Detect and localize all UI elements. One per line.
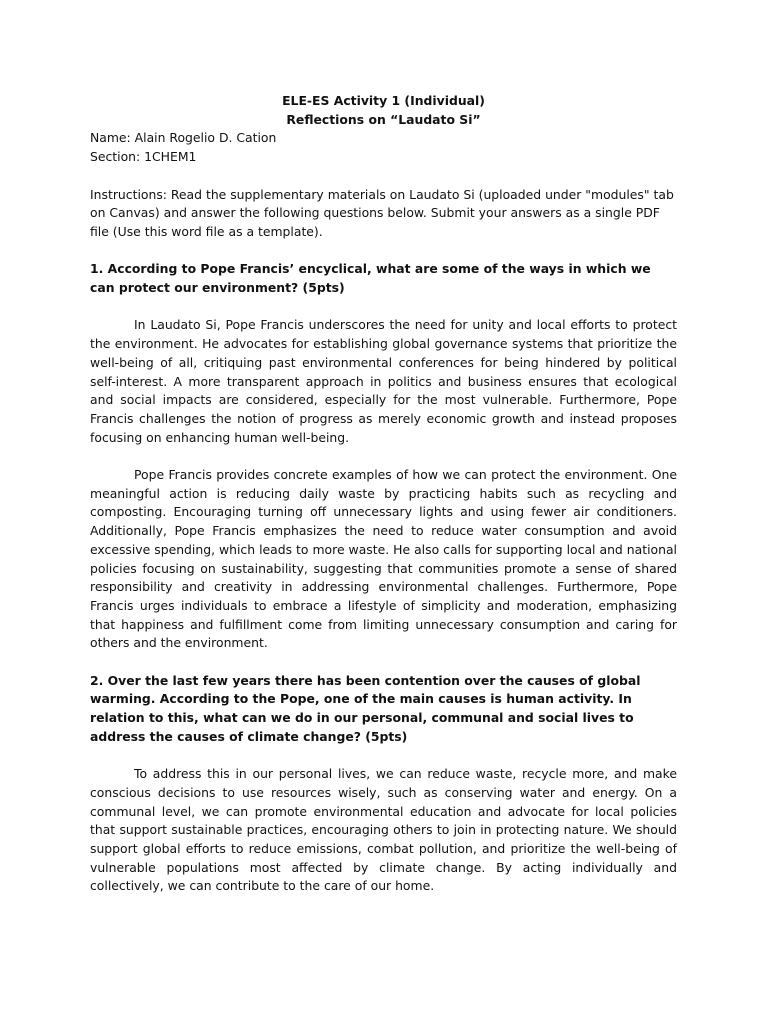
- spacer: [90, 447, 677, 466]
- student-name: Name: Alain Rogelio D. Cation: [90, 130, 277, 146]
- answer-1-paragraph-1: In Laudato Si, Pope Francis underscores the need for unity and local efforts to protect the environment. He advocates for establishing global governance systems that prioritize the well-being of all, critiquing past environmental conferences for being hindered by political self-interest. A more transparent approach in politics and business ensures that ecological and social impacts are considered, especially for the most vulnerable. Furthermore, Pope Francis challenges the notion of progress as merely economic growth and instead proposes focusing on enhancing human well-being.: [90, 317, 677, 445]
- instructions-paragraph: Instructions: Read the supplementary materials on Laudato Si (uploaded under "modules" tab on Canvas) and answer the following questions below. Submit your answers as a single PDF file (Use this word file as a template).: [90, 186, 674, 239]
- document-title: ELE-ES Activity 1 (Individual): [282, 93, 485, 108]
- answer-2-paragraph-1: To address this in our personal lives, we can reduce waste, recycle more, and make conscious decisions to use resources wisely, such as conserving water and energy. On a communal level, we can promote environmental education and advocate for local policies that support sustainable practices, encouraging others to join in protecting nature. We should support global efforts to reduce emissions, combat pollution, and prioritize the well-being of vulnerable populations most affected by climate change. By acting individually and collectively, we can contribute to the care of our home.: [90, 766, 677, 894]
- spacer: [90, 747, 677, 766]
- document-page: [90, 92, 677, 896]
- spacer: [90, 653, 677, 672]
- spacer: [90, 298, 677, 317]
- spacer: [90, 242, 677, 261]
- spacer: [90, 167, 677, 186]
- question-1: 1. According to Pope Francis’ encyclical, what are some of the ways in which we can protect our environment? (5pts): [90, 261, 651, 295]
- question-2: 2. Over the last few years there has been contention over the causes of global warming. According to the Pope, one of the main causes is human activity. In relation to this, what can we do in our personal, communal and social lives to address the causes of climate change? (5pts): [90, 672, 641, 744]
- student-section: Section: 1CHEM1: [90, 149, 197, 165]
- answer-1-paragraph-2: Pope Francis provides concrete examples of how we can protect the environment. One meaningful action is reducing daily waste by practicing habits such as recycling and composting. Encouraging turning off unnecessary lights and using fewer air conditioners. Additionally, Pope Francis emphasizes the need to reduce water consumption and avoid excessive spending, which leads to more waste. He also calls for supporting local and national policies focusing on sustainability, suggesting that communities promote a sense of shared responsibility and creativity in addressing environmental challenges. Furthermore, Pope Francis urges individuals to embrace a lifestyle of simplicity and moderation, emphasizing that happiness and fulfillment come from limiting unnecessary consumption and caring for others and the environment.: [90, 467, 677, 651]
- document-subtitle: Reflections on “Laudato Si”: [286, 111, 481, 127]
